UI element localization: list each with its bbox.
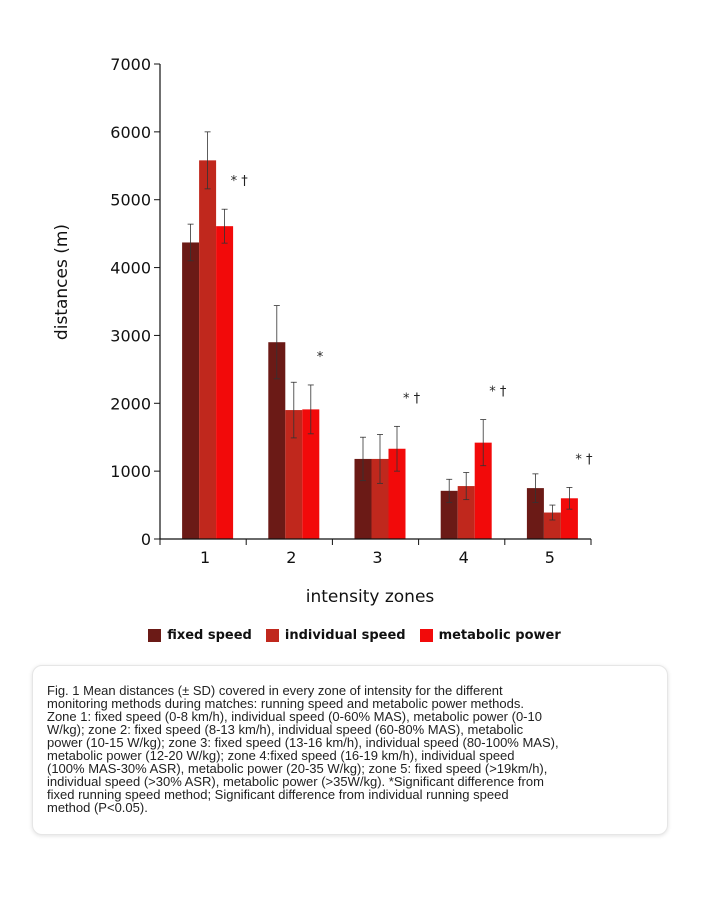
significance-mark: * †: [575, 452, 593, 468]
y-tick-label: 7000: [110, 55, 151, 74]
figure-caption-box: [32, 665, 668, 835]
legend-swatch-fixed-speed: [148, 629, 161, 642]
y-axis-title: distances (m): [52, 223, 72, 341]
y-tick-label: 4000: [110, 258, 151, 278]
y-tick-label: 5000: [110, 190, 151, 210]
legend-item-metabolic-power: [420, 628, 561, 643]
y-tick-label: 0: [140, 530, 151, 549]
legend-item-fixed-speed: [148, 628, 252, 643]
x-tick-label: 1: [200, 548, 211, 567]
significance-mark: *: [316, 349, 324, 365]
chart-legend: [0, 628, 709, 643]
bar: [199, 160, 216, 539]
y-tick-label: 1000: [110, 462, 151, 482]
x-tick-label: 3: [372, 548, 383, 567]
legend-item-individual-speed: [266, 628, 406, 643]
y-tick-label: 3000: [110, 326, 151, 346]
legend-swatch-metabolic-power: [420, 629, 433, 642]
significance-mark: * †: [403, 391, 421, 407]
bar: [216, 226, 233, 539]
legend-swatch-individual-speed: [266, 629, 279, 642]
y-tick-label: 2000: [110, 394, 151, 414]
significance-mark: * †: [489, 384, 507, 400]
figure-caption: Fig. 1 Mean distances (± SD) covered in every zone of intensity for the different monitoring methods during matches: running speed and metabolic power methods. Zone 1: fixed speed (0-8 km/h), individual speed (0-60% MAS), metabolic power (0-10 W/kg); zone 2: fixed speed (8-13 km/h), individual speed (60-80% MAS), metabolic power (10-15 W/kg); zone 3: fixed speed (13-16 km/h), individual speed (80-100% MAS), metabolic power (12-20 W/kg); zone 4:fixed speed (16-19 km/h), individual speed (100% MAS-30% ASR), metabolic power (20-35 W/kg); zone 5: fixed speed (>19km/h), individual speed (>30% ASR), metabolic power (>35W/kg). *Significant difference from fixed running speed method; Significant difference from individual running speed method (P<0.05).: [47, 683, 559, 815]
legend-label-individual-speed: individual speed: [284, 628, 406, 643]
x-tick-label: 4: [458, 548, 469, 567]
legend-label-fixed-speed: fixed speed: [167, 628, 252, 643]
x-tick-label: 5: [544, 548, 555, 567]
significance-mark: * †: [230, 174, 248, 190]
bar: [182, 242, 199, 539]
x-tick-label: 2: [286, 548, 297, 567]
y-tick-label: 6000: [110, 122, 151, 142]
legend-label-metabolic-power: metabolic power: [438, 628, 561, 643]
x-axis-title: intensity zones: [305, 587, 435, 607]
